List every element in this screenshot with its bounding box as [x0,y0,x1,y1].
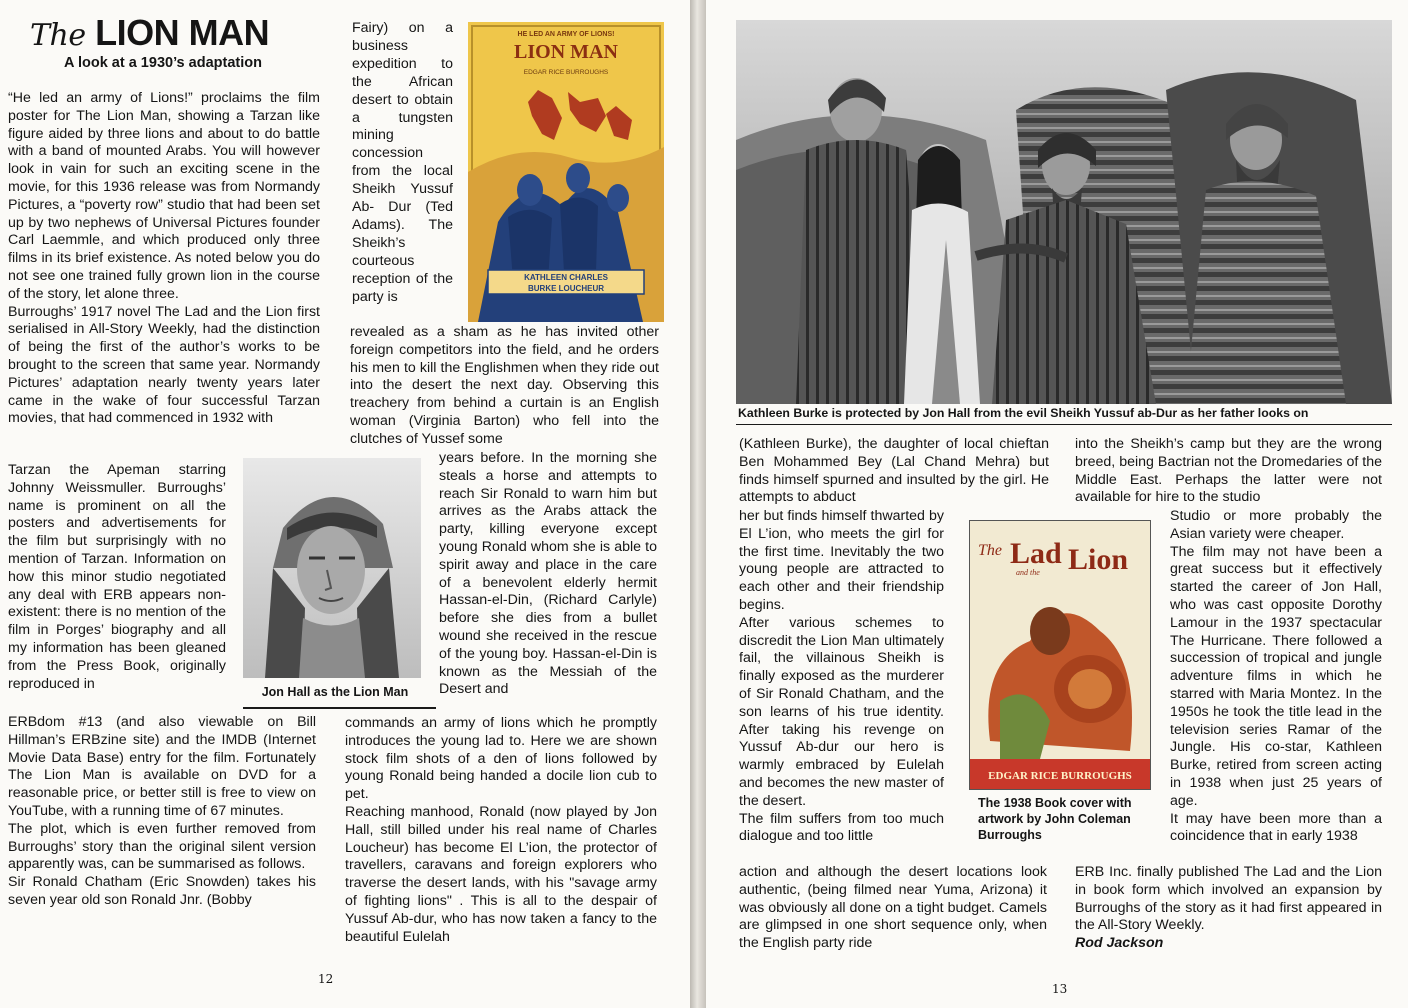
paragraph: Sir Ronald Chatham (Eric Snowden) takes his seven year old son Ronald Jnr. (Bobby [8,874,316,908]
right-page [706,0,1408,1008]
film-poster-art [468,22,664,322]
book-cover [969,520,1151,790]
paragraph: The film suffers from too much dialogue and too little [739,810,944,845]
paragraph: her but finds himself thwarted by El L’ion, who meets the girl for the first time. Inevitably the two young people are attracted to each other and their friendship begins. [739,508,944,613]
book-title-lad: Lad [1010,537,1062,570]
column-2-full [350,324,659,449]
poster-tagline: HE LED AN ARMY OF LIONS! [517,31,615,38]
author-byline: Rod Jackson [1075,935,1164,952]
column-2-narrow [352,20,453,307]
column-a-bottom [739,864,1047,953]
caption-rule [243,707,436,709]
poster-author: EDGAR RICE BURROUGHS [523,69,609,76]
column-1-top [8,90,320,428]
jon-hall-caption: Jon Hall as the Lion Man [261,685,409,699]
film-still-photo [736,20,1392,404]
paragraph: ERB Inc. finally published The Lad and the Lion in book form which involved an expansion by Burroughs of the story as it had first appeared in the All-Story Weekly. [1075,864,1382,934]
book-cover-caption: The 1938 Book cover with artwork by John Coleman Burroughs [978,796,1132,842]
left-page [0,0,690,1008]
film-still-caption: Kathleen Burke is protected by Jon Hall from the evil Sheikh Yussuf ab-Dur as her father looks on [738,406,1309,420]
paragraph: The plot, which is even further removed from Burroughs’ story than the original silent version apparently was, can be summarised as follows. [8,820,316,873]
film-still-art [736,20,1392,404]
column-b-bottom [1075,864,1382,953]
paragraph: The film may not have been a great success but it effectively started the career of Jon Hall, who was cast opposite Dorothy Lamour in the 1937 spectacular The Hurricane. There followed a succession of tropical and jungle adventure films in which he starred with Maria Montez. In the 1950s he took the title lead in the television series Ramar of the Jungle. His co-star, Kathleen Burke, retired from screen acting in 1938 when just 25 years of age. [1170,543,1382,809]
spine-gutter [690,0,706,1008]
paragraph: “He led an army of Lions!” proclaims the film poster for The Lion Man, showing a Tarzan like figure aided by three lions and about to do battle with a band of mounted Arabs. You will however look in vain for such an exciting scene in the movie, for this 1936 release was from Normandy Pictures, a “poverty row” studio that had been set up by two nephews of Universal Pictures founder Carl Laemmle, and which produced only three films in its brief existence. As noted below you do not see one trained fully grown lion in the course of the story, let alone three. [8,90,320,302]
column-a-wrap [739,508,944,846]
column-1-wrap [8,462,226,693]
book-title-lion: Lion [1068,543,1129,576]
article-subtitle: A look at a 1930’s adaptation [64,55,262,71]
page-number: 13 [1052,982,1068,996]
paragraph: Fairy) on a business expedition to the African desert to obtain a tungsten mining concession from the local Sheikh Yussuf Ab- Dur (Ted Adams). The Sheikh’s courteous reception of the party is [352,20,453,305]
column-1-bottom [8,714,316,910]
paragraph: ERBdom #13 (and also viewable on Bill Hillman’s ERBzine site) and the IMDB (Internet Movie Data Base) entry for the film. Fortunately The Lion Man is available on DVD for a reasonable price, or better still is free to view on YouTube, with a running time of 67 minutes. [8,714,316,819]
book-title-the: The [978,542,1002,559]
paragraph: action and although the desert locations look authentic, (being filmed near Yuma, Arizona) it was obviously all done on a tight budget. Camels are glimpsed in one short sequence only, when the English party ride [739,864,1047,952]
paragraph: Reaching manhood, Ronald (now played by Jon Hall, still billed under his real name of Charles Loucheur) has become El L’ion, the protector of travellers, caravans and foreign explorers who traverse the desert lands, with his "savage army of fighting lions" . This is all to the despair of Yussuf Ab-dur, who has now taken a fancy to the beautiful Eulelah [345,803,657,945]
caption-rule [736,424,1392,425]
jon-hall-photo [243,458,421,678]
film-poster [468,22,664,322]
column-a-top [739,436,1049,507]
paragraph: revealed as a sham as he has invited other foreign competitors into the field, and he orders his men to kill the Englishmen when they ride out into the desert the next day. Observing this treachery from behind a curtain is an English woman (Virginia Barton) who fell into the clutches of Yussef some [350,324,659,447]
column-2-bottom [345,715,657,946]
paragraph: commands an army of lions which he promptly introduces the young lad to. Here we are shown stock film shots of a den of lions followed by young Ronald being handed a docile lion cub to pet. [345,715,657,803]
book-title-and: and the [1016,568,1040,577]
column-b-top [1075,436,1382,507]
title-main: LION MAN [95,12,270,53]
title-prefix: The [30,18,86,53]
book-cover-art [970,521,1150,789]
poster-cast-line1: KATHLEEN CHARLES [524,273,608,282]
page-number: 12 [318,972,334,986]
paragraph: into the Sheikh’s camp but they are the wrong breed, being Bactrian not the Dromedaries of the Middle East. Perhaps the latter were not available for hire to the studio [1075,436,1382,506]
column-b-wrap [1170,508,1382,846]
paragraph: (Kathleen Burke), the daughter of local chieftan Ben Mohammed Bey (Lal Chand Mehra) but finds himself spurned and insulted by the girl. He attempts to abduct [739,436,1049,506]
paragraph: After various schemes to discredit the Lion Man ultimately fail, the villainous Sheikh is finally exposed as the murderer of Sir Ronald Chatham, and the son learns of his true identity. After taking his revenge on Yussuf Ab-dur our hero is warmly embraced by Eulelah and becomes the new master of the desert. [739,614,944,809]
poster-cast-line2: BURKE LOUCHEUR [528,284,604,293]
paragraph: Tarzan the Apeman starring Johnny Weissmuller. Burroughs’ name is prominent on all the posters and advertisements for the film but surprisingly with no mention of Tarzan. Information on how this minor studio negotiated any deal with ERB appears non-existent: there is no mention of the film in Porges’ biography and all my information has been gleaned from the Press Book, originally reproduced in [8,462,226,692]
jon-hall-photo-art [243,458,421,678]
paragraph: years before. In the morning she steals a horse and attempts to reach Sir Ronald to warn him but arrives as the Arabs attack the party, killing everyone except young Ronald whom she is able to spirit away and place in the care of a benevolent elderly hermit Hassan-el-Din, (Richard Carlyle) before she dies from a bullet wound she received in the rescue of the young boy. Hassan-el-Din is known as the Messiah of the Desert and [439,450,657,698]
column-2-wrap [439,450,657,699]
paragraph: Studio or more probably the Asian variety were cheaper. [1170,508,1382,542]
paragraph: It may have been more than a coincidence that in early 1938 [1170,810,1382,845]
poster-title: LION MAN [514,41,618,63]
paragraph: Burroughs’ 1917 novel The Lad and the Lion first serialised in All-Story Weekly, had the distinction of being the first of the author’s works to be brought to the screen that same year. Normandy Pictures’ adaptation nearly twenty years later came in the wake of four successful Tarzan movies, that had commenced in 1932 with [8,303,320,427]
book-author: EDGAR RICE BURROUGHS [988,770,1132,782]
article-title [30,12,269,57]
